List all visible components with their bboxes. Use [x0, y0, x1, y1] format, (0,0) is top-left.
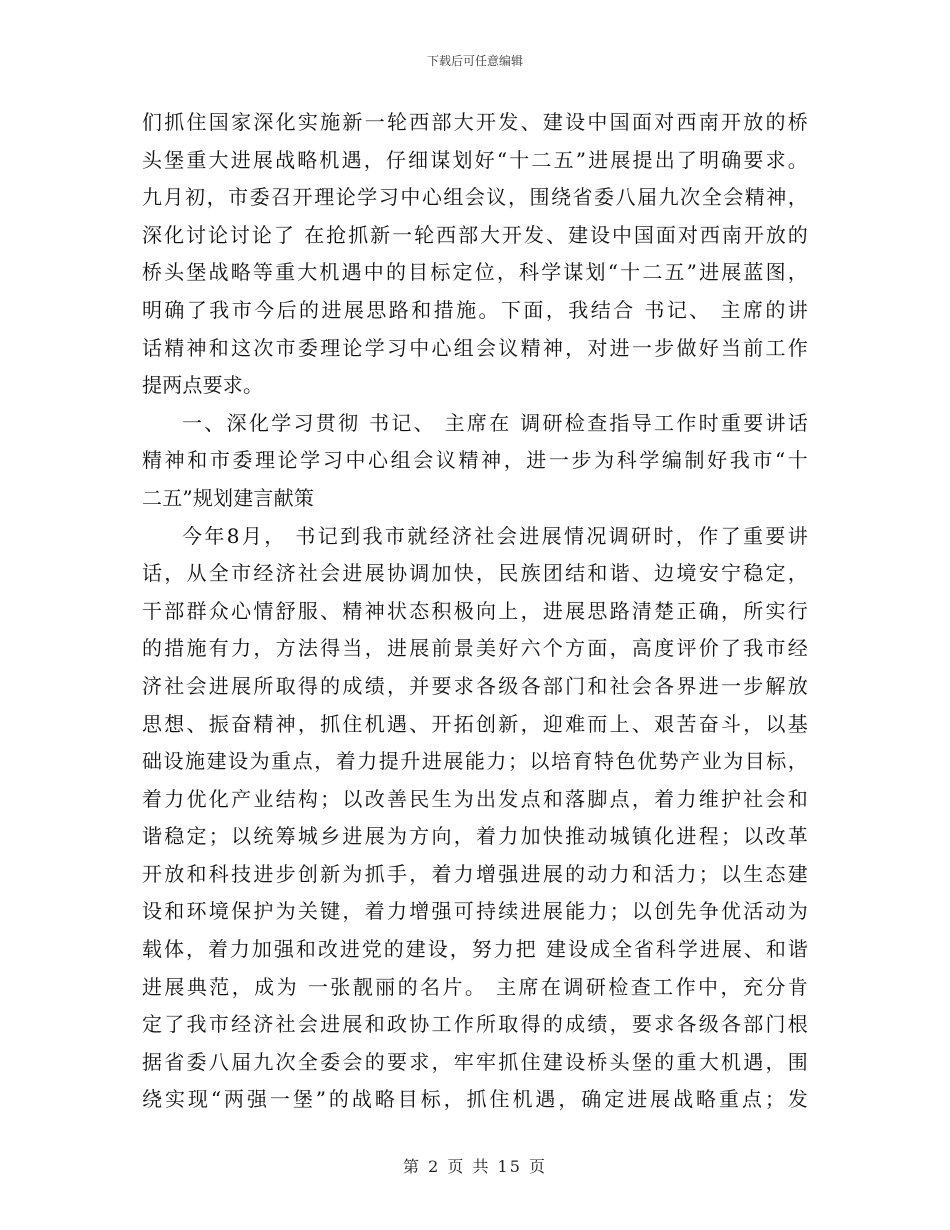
text-line: 一、深化学习贯彻 书记、 主席在 调研检查指导工作时重要讲话: [182, 410, 808, 435]
text-line: 绕实现“两强一堡”的战略目标，抓住机遇，确定进展战略重点；发: [142, 1087, 808, 1112]
text-line: 的措施有力，方法得当，进展前景美好六个方面，高度评价了我市经: [142, 636, 808, 661]
text-line: 着力优化产业结构；以改善民生为出发点和落脚点，着力维护社会和: [142, 786, 808, 811]
text-line: 明确了我市今后的进展思路和措施。下面，我结合 书记、 主席的讲: [142, 297, 808, 322]
text-line: 定了我市经济社会进展和政协工作所取得的成绩，要求各级各部门根: [142, 1012, 808, 1037]
text-line: 干部群众心情舒服、精神状态积极向上，进展思路清楚正确，所实行: [142, 598, 808, 623]
text-line: 开放和科技进步创新为抓手，着力增强进展的动力和活力；以生态建: [142, 861, 808, 886]
text-line: 载体，着力加强和改进党的建设，努力把 建设成全省科学进展、和谐: [142, 937, 808, 962]
text-line: 进展典范，成为 一张靓丽的名片。 主席在调研检查工作中，充分肯: [142, 974, 808, 999]
text-line: 济社会进展所取得的成绩，并要求各级各部门和社会各界进一步解放: [142, 673, 808, 698]
text-line: 桥头堡战略等重大机遇中的目标定位，科学谋划“十二五”进展蓝图，: [142, 260, 808, 285]
text-line: 础设施建设为重点，着力提升进展能力；以培育特色优势产业为目标，: [142, 749, 808, 774]
text-line: 精神和市委理论学习中心组会议精神，进一步为科学编制好我市“十: [142, 448, 808, 473]
paragraph: [142, 104, 808, 405]
text-line: 设和环境保护为关键，着力增强可持续进展能力；以创先争优活动为: [142, 899, 808, 924]
text-line: 们抓住国家深化实施新一轮西部大开发、建设中国面对西南开放的桥: [142, 110, 808, 134]
document-body: [142, 104, 808, 1119]
text-line: 话，从全市经济社会进展协调加快，民族团结和谐、边境安宁稳定，: [142, 561, 808, 586]
paragraph: [142, 405, 808, 518]
paragraph: [142, 518, 808, 1120]
text-line: 二五”规划建言献策: [142, 485, 315, 510]
page-header: 下载后可任意编辑: [426, 54, 523, 68]
text-line: 今年8月， 书记到我市就经济社会进展情况调研时，作了重要讲: [182, 523, 808, 548]
text-line: 深化讨论讨论了 在抢抓新一轮西部大开发、建设中国面对西南开放的: [142, 222, 808, 247]
text-line: 思想、振奋精神，抓住机遇、开拓创新，迎难而上、艰苦奋斗，以基: [142, 711, 808, 736]
page-footer: 第 2 页 共 15 页: [403, 1157, 547, 1176]
text-line: 据省委八届九次全委会的要求，牢牢抓住建设桥头堡的重大机遇，围: [142, 1049, 808, 1074]
text-line: 话精神和这次市委理论学习中心组会议精神，对进一步做好当前工作: [142, 335, 808, 360]
text-line: 九月初，市委召开理论学习中心组会议，围绕省委八届九次全会精神，: [142, 185, 808, 210]
text-line: 提两点要求。: [142, 373, 264, 398]
text-line: 头堡重大进展战略机遇，仔细谋划好“十二五”进展提出了明确要求。: [142, 147, 808, 172]
text-line: 谐稳定；以统筹城乡进展为方向，着力加快推动城镇化进程；以改革: [142, 824, 808, 849]
